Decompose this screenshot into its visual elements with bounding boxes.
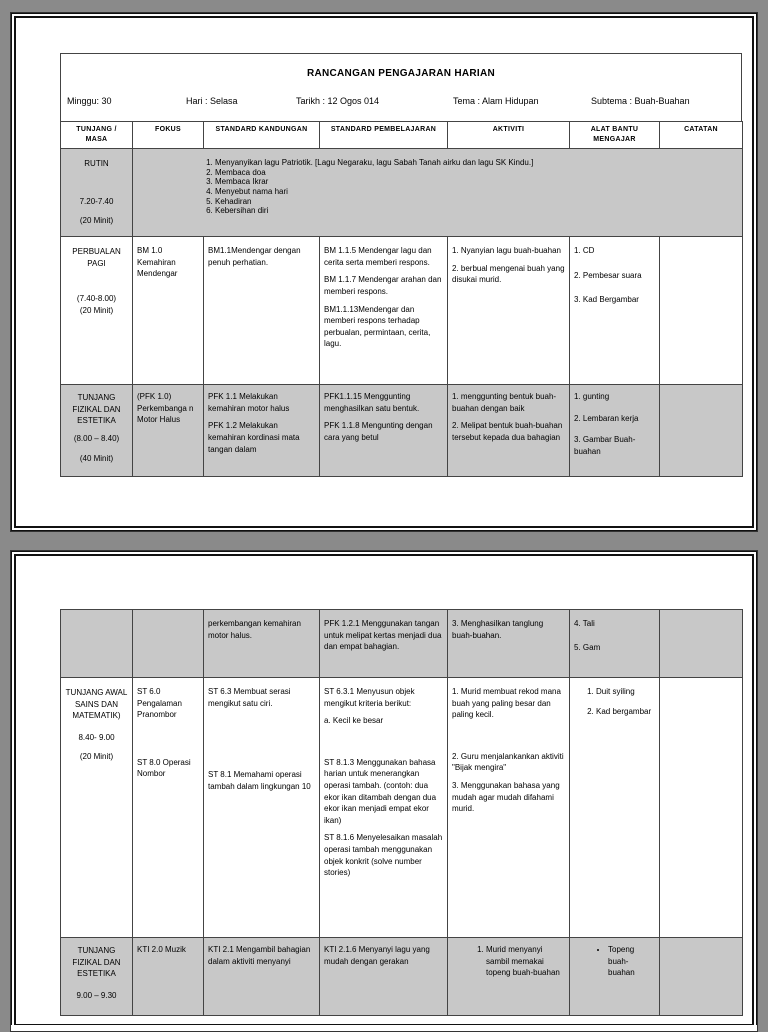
sk-item: PFK 1.1 Melakukan kemahiran motor halus	[208, 392, 290, 413]
time-label: 9.00 – 9.30	[76, 990, 117, 1000]
fokus-cell: KTI 2.0 Muzik	[133, 938, 204, 1016]
sp-item: BM1.1.13Mendengar dan memberi respons terhadap perbualan, permintaan, cerita, lagu.	[324, 304, 431, 349]
sp-cell	[320, 678, 448, 938]
abm-item: 2. Lembaran kerja	[574, 413, 639, 423]
time-label: (7.40-8.00)	[76, 294, 117, 304]
abm-item: 3. Kad Bergambar	[574, 295, 639, 305]
sp-item: ST 6.3.1 Menyusun objek mengikut kriteria berikut:	[324, 687, 415, 708]
tema-label: Tema : Alam Hidupan	[453, 96, 539, 106]
abm-item: 4. Tali	[574, 619, 595, 628]
tunjang-label: PERBUALAN PAGI	[72, 247, 121, 268]
rutin-activities-cell	[133, 149, 743, 237]
aktiviti-item: 1. Murid membuat rekod mana buah yang paling besar dan paling kecil.	[452, 687, 561, 720]
table-row-fizikal	[61, 385, 743, 477]
sp-cell	[320, 237, 448, 385]
sk-cell	[204, 385, 320, 477]
sp-item: a. Kecil ke besar	[324, 716, 384, 726]
sp-item: BM 1.1.7 Mendengar arahan dan memberi respons.	[324, 275, 442, 297]
tunjang-cell	[61, 938, 133, 1016]
table-row-sains-matematik	[61, 678, 743, 938]
tunjang-cell	[61, 385, 133, 477]
sp-cell: KTI 2.1.6 Menyanyi lagu yang mudah dengan gerakan	[320, 938, 448, 1016]
aktiviti-item: 2. Melipat bentuk buah-buahan tersebut kepada dua bahagian	[452, 421, 563, 443]
aktiviti-item: 2. Guru menjalankankan aktiviti "Bijak mengira"	[452, 751, 564, 773]
minggu-label: Minggu: 30	[67, 96, 112, 106]
rutin-label: RUTIN	[84, 159, 109, 169]
sp-cell: PFK 1.2.1 Menggunakan tangan untuk melipat kertas menjadi dua dan empat bahagian.	[320, 610, 448, 678]
duration-label: (20 Minit)	[79, 752, 114, 762]
list-item: 5. Kehadiran	[215, 197, 738, 207]
abm-item: 2. Pembesar suara	[574, 270, 642, 280]
aktiviti-item: 1. Nyanyian lagu buah-buahan	[452, 246, 561, 256]
sk-cell: perkembangan kemahiran motor halus.	[204, 610, 320, 678]
abm-item: 2. Kad bergambar	[596, 706, 655, 718]
rutin-duration: (20 Minit)	[79, 216, 114, 226]
aktiviti-cell	[448, 385, 570, 477]
rutin-time: 7.20-7.40	[79, 196, 114, 206]
abm-item: 5. Gam	[574, 642, 601, 652]
aktiviti-cell	[448, 678, 570, 938]
sp-item: ST 8.1.3 Menggunakan bahasa harian untuk menerangkan operasi tambah. (contoh: dua ekor ikan ditambah dengan dua ekor ikan menjadi empat ekor ikan)	[324, 757, 437, 825]
abm-item: 1. CD	[574, 246, 595, 256]
tunjang-cell	[61, 610, 133, 678]
tunjang-cell	[61, 678, 133, 938]
catatan-cell	[660, 938, 743, 1016]
sp-item: PFK 1.1.8 Mengunting dengan cara yang betul	[324, 421, 433, 443]
time-label: 8.40- 9.00	[78, 732, 115, 742]
aktiviti-item: 1. menggunting bentuk buah-buahan dengan baik	[452, 392, 557, 413]
aktiviti-item: 1. Murid menyanyi sambil memakai topeng buah-buahan	[486, 944, 565, 979]
hari-label: Hari : Selasa	[186, 96, 238, 106]
list-item: 3. Membaca Ikrar	[215, 177, 738, 187]
table-row-muzik	[61, 938, 743, 1016]
abm-item: • Topeng buah-buahan	[608, 944, 655, 979]
fokus-cell	[133, 610, 204, 678]
sp-item: PFK1.1.15 Menggunting menghasilkan satu bentuk.	[324, 392, 420, 413]
aktiviti-cell	[448, 938, 570, 1016]
document-page-2	[10, 550, 758, 1032]
fokus-cell: BM 1.0 Kemahiran Mendengar	[133, 237, 204, 385]
catatan-cell	[660, 610, 743, 678]
abm-cell	[570, 385, 660, 477]
table-row-fizikal-cont	[61, 610, 743, 678]
fokus-item: ST 6.0 Pengalaman Pranombor	[137, 687, 182, 720]
abm-cell	[570, 938, 660, 1016]
catatan-cell	[660, 678, 743, 938]
list-item: 1. Menyanyikan lagu Patriotik. [Lagu Negaraku, lagu Sabah Tanah airku dan lagu SK Kindu.]	[215, 158, 738, 168]
list-item: 4. Menyebut nama hari	[215, 187, 738, 197]
tunjang-cell	[61, 237, 133, 385]
document-page-1	[10, 12, 758, 532]
aktiviti-cell	[448, 237, 570, 385]
col-header: STANDARD PEMBELAJARAN	[320, 122, 448, 149]
fokus-item: ST 8.0 Operasi Nombor	[137, 757, 191, 779]
table-row-rutin	[61, 149, 743, 237]
sk-item: PFK 1.2 Melakukan kemahiran kordinasi mata tangan dalam	[208, 421, 300, 454]
sp-item: BM 1.1.5 Mendengar lagu dan cerita serta memberi respons.	[324, 246, 432, 267]
fokus-cell: (PFK 1.0) Perkembanga n Motor Halus	[133, 385, 204, 477]
header-box	[60, 53, 742, 122]
aktiviti-item: 3. Menggunakan bahasa yang mudah agar mudah difahami murid.	[452, 780, 560, 814]
table-header-row	[61, 122, 743, 149]
tarikh-label: Tarikh : 12 Ogos 014	[296, 96, 380, 106]
abm-cell	[570, 610, 660, 678]
col-header: FOKUS	[133, 122, 204, 149]
col-header: ALAT BANTU MENGAJAR	[570, 122, 660, 149]
sk-item: ST 8.1 Memahami operasi tambah dalam lingkungan 10	[208, 770, 311, 791]
tunjang-label: TUNJANG AWAL SAINS DAN MATEMATIK)	[65, 688, 128, 721]
catatan-cell	[660, 237, 743, 385]
sp-cell	[320, 385, 448, 477]
sk-cell	[204, 678, 320, 938]
time-label: (8.00 – 8.40)	[73, 434, 120, 444]
duration-label: (40 Minit)	[79, 453, 114, 463]
col-header: TUNJANG / MASA	[61, 122, 133, 149]
abm-cell	[570, 678, 660, 938]
abm-item: 1. gunting	[574, 392, 610, 402]
fokus-cell	[133, 678, 204, 938]
list-item: 6. Kebersihan diri	[215, 206, 738, 216]
document-title: RANCANGAN PENGAJARAN HARIAN	[306, 68, 496, 79]
duration-label: (20 Minit)	[79, 306, 114, 316]
col-header: AKTIVITI	[448, 122, 570, 149]
col-header: STANDARD KANDUNGAN	[204, 122, 320, 149]
aktiviti-cell: 3. Menghasilkan tanglung buah-buahan.	[448, 610, 570, 678]
catatan-cell	[660, 385, 743, 477]
sp-item: ST 8.1.6 Menyelesaikan masalah operasi tambah menggunakan objek konkrit (solve number stories)	[324, 833, 443, 878]
lesson-plan-table	[60, 121, 743, 477]
abm-item: 1. Duit syiling	[596, 686, 655, 698]
subtema-label: Subtema : Buah-Buahan	[591, 96, 690, 106]
aktiviti-item: 2. berbual mengenai buah yang disukai murid.	[452, 263, 565, 285]
col-header: CATATAN	[660, 122, 743, 149]
tunjang-label: TUNJANG FIZIKAL DAN ESTETIKA	[72, 946, 121, 979]
table-row-perbualan	[61, 237, 743, 385]
lesson-plan-table-continued	[60, 609, 743, 1016]
list-item: 2. Membaca doa	[215, 168, 738, 178]
sk-item: ST 6.3 Membuat serasi mengikut satu ciri.	[208, 687, 291, 708]
abm-cell	[570, 237, 660, 385]
abm-item: 3. Gambar Buah-buahan	[574, 435, 636, 457]
tunjang-label: TUNJANG FIZIKAL DAN ESTETIKA	[72, 393, 121, 426]
sk-cell: KTI 2.1 Mengambil bahagian dalam aktiviti menyanyi	[204, 938, 320, 1016]
sk-cell: BM1.1Mendengar dengan penuh perhatian.	[204, 237, 320, 385]
tunjang-cell	[61, 149, 133, 237]
